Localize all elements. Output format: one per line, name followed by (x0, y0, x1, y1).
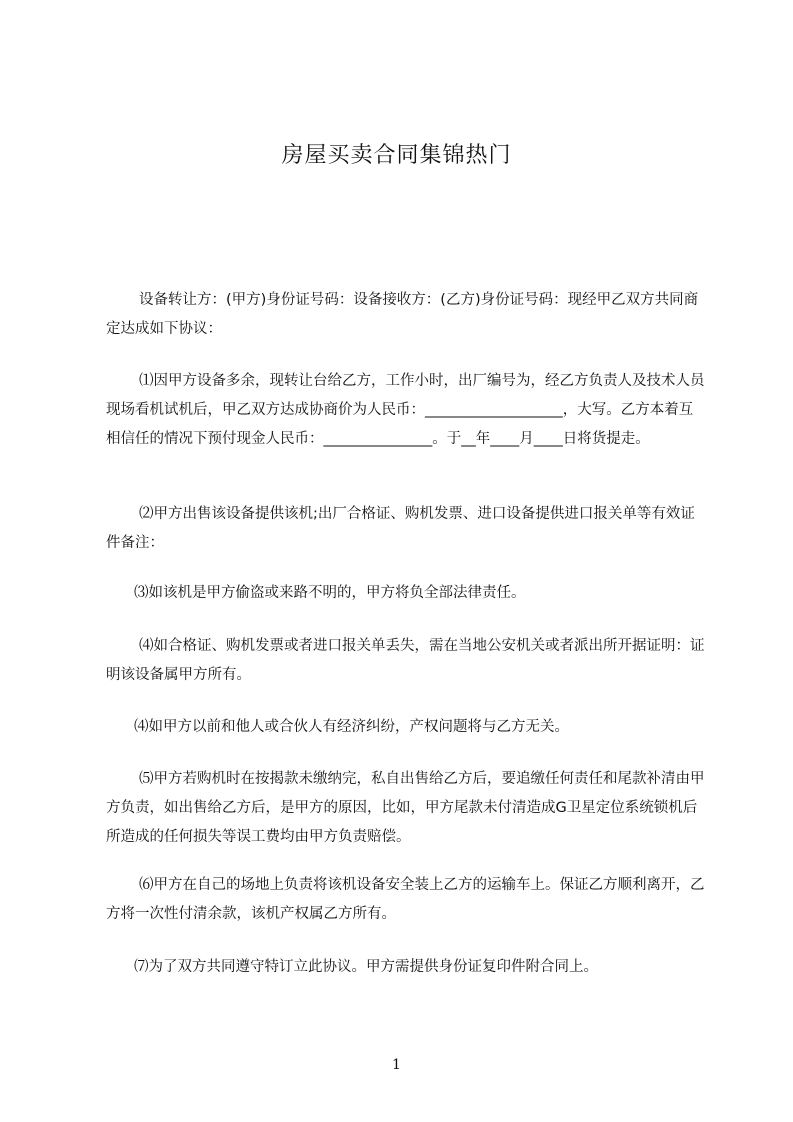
document-title: 房屋买卖合同集锦热门 (281, 143, 512, 168)
paragraph-clause-1: ⑴因甲方设备多余，现转让台给乙方，工作小时，出厂编号为，经乙方负责人及技术人员现场看机试机后，甲乙双方达成协商价为人民币：___________________，大写。乙方本着互相信任的情况下预付现金人民币：_______________。于__年____月____日将货提走。 (106, 373, 705, 447)
paragraph-clause-2: ⑵甲方出售该设备提供该机;出厂合格证、购机发票、进口设备提供进口报关单等有效证件备注： (106, 506, 695, 551)
paragraph-clause-4b: ⑷如甲方以前和他人或合伙人有经济纠纷，产权问题将与乙方无关。 (134, 719, 569, 735)
paragraph-clause-5: ⑸甲方若购机时在按揭款未缴纳完，私自出售给乙方后，要追缴任何责任和尾款补清由甲方负责，如出售给乙方后，是甲方的原因，比如，甲方尾款未付清造成G卫星定位系统锁机后所造成的任何损失等误工费均由甲方负责赔偿。 (106, 771, 705, 845)
paragraph-clause-3: ⑶如该机是甲方偷盗或来路不明的，甲方将负全部法律责任。 (134, 585, 526, 601)
paragraph-clause-7: ⑺为了双方共同遵守特订立此协议。甲方需提供身份证复印件附合同上。 (134, 959, 598, 975)
paragraph-clause-6: ⑹甲方在自己的场地上负责将该机设备安全装上乙方的运输车上。保证乙方顺利离开，乙方将一次性付清余款，该机产权属乙方所有。 (106, 877, 705, 922)
paragraph-clause-4a: ⑷如合格证、购机发票或者进口报关单丢失，需在当地公安机关或者派出所开据证明：证明该设备属甲方所有。 (106, 638, 705, 683)
paragraph-parties: 设备转让方：(甲方)身份证号码：设备接收方：(乙方)身份证号码：现经甲乙双方共同商定达成如下协议： (106, 292, 699, 337)
page-number: 1 (392, 1057, 401, 1073)
